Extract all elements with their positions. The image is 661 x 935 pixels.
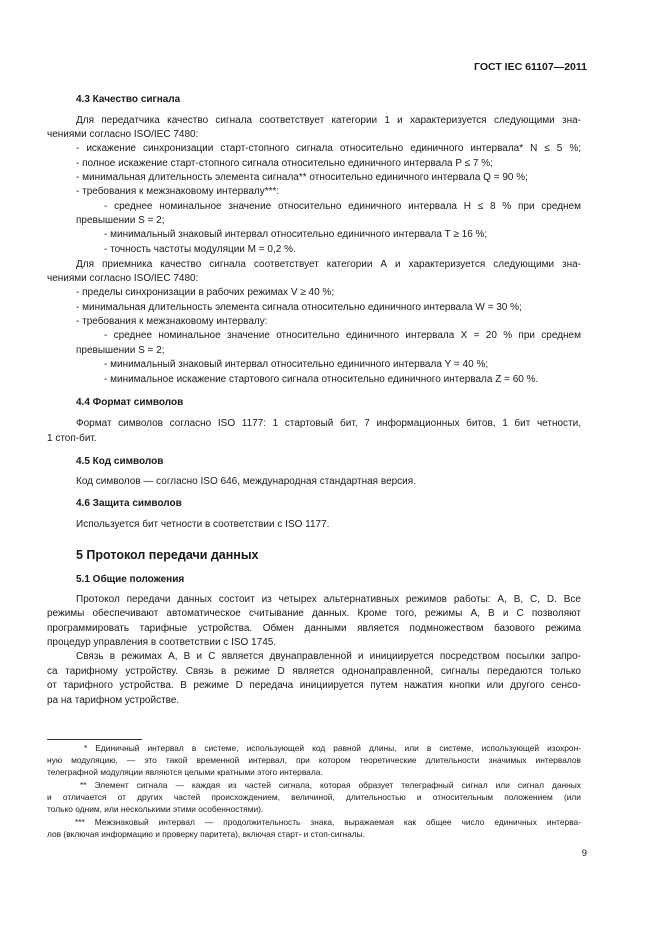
footnote-3-line1: *** Межзнаковый интервал — продолжительность знака, выражаемая как общее число единичных интерва- (75, 817, 581, 827)
section-4-5-title: 4.5 Код символов (76, 456, 164, 467)
s43-receiver-line2: чениями согласно ISO/IEC 7480: (47, 273, 199, 284)
s43-receiver-sub-1-line1: - среднее номинальное значение относительно единичного интервала X = 20 % при среднем (104, 330, 581, 341)
s43-intro-line1: Для передатчика качество сигнала соответствует категории 1 и характеризуется следующими зна- (76, 115, 581, 126)
s43-sub-bullet-2: - минимальный знаковый интервал относительно единичного интервала T ≥ 16 %; (104, 229, 488, 240)
s43-receiver-sub-2: - минимальный знаковый интервал относительно единичного интервала Y = 40 %; (104, 359, 489, 370)
footnote-separator (47, 739, 142, 740)
s43-receiver-line1: Для приемника качество сигнала соответствует категории А и характеризуется следующими зна- (76, 259, 581, 270)
s43-receiver-sub-1-line2: превышении S = 2; (76, 345, 165, 356)
s43-intro-line2: чениями согласно ISO/IEC 7480: (47, 129, 199, 140)
footnote-1-line3: телеграфной модуляции являются целыми кратными этого интервала. (47, 767, 323, 777)
s51-p2-line1: Связь в режимах А, В и С является двунаправленной и инициируется посредством посылки запро- (76, 651, 581, 662)
section-5-1-title: 5.1 Общие положения (76, 574, 185, 585)
footnote-2-line1: ** Элемент сигнала — каждая из частей сигнала, которая образует телеграфный сигнал или сигнал данных (80, 780, 581, 790)
s51-p2-line4: ра на тарифном устройстве. (47, 695, 180, 706)
s44-line2: 1 стоп-бит. (47, 433, 97, 444)
s43-sub-bullet-1-line2: превышении S = 2; (76, 215, 165, 226)
section-5-title: 5 Протокол передачи данных (76, 548, 259, 562)
s51-p2-line3: от тарифного устройства. В режиме D передача инициируется путем нажатия кнопки или другого сенсо- (47, 680, 581, 691)
s43-sub-bullet-3: - точность частоты модуляции M = 0,2 %. (104, 244, 296, 255)
s43-receiver-bullet-2: - минимальная длительность элемента сигнала относительно единичного интервала W = 30 %; (76, 302, 522, 313)
document-header: ГОСТ IEC 61107—2011 (474, 61, 587, 73)
section-4-4-title: 4.4 Формат символов (76, 397, 184, 408)
s43-bullet-3: - минимальная длительность элемента сигнала** относительно единичного интервала Q = 90 %; (76, 172, 528, 183)
s44-line1: Формат символов согласно ISO 1177: 1 стартовый бит, 7 информационных битов, 1 бит четности, (76, 418, 581, 429)
s51-p1-line2: режимы обеспечивают автоматическое считывание данных. Кроме того, режимы А, В и С позволяют (47, 608, 581, 619)
s43-receiver-bullet-1: - пределы синхронизации в рабочих режимах V ≥ 40 %; (76, 287, 335, 298)
footnote-2-line2: и отличается от других частей происхождением, величиной, длительностью и относительным положением (или (47, 792, 581, 802)
footnote-2-line3: только одним, или несколькими этими особенностями). (47, 804, 264, 814)
s51-p1-line4: процедур управления в соответствии с ISO 1745. (47, 637, 277, 648)
s43-bullet-2: - полное искажение старт-стопного сигнала относительно единичного интервала P ≤ 7 %; (76, 158, 493, 169)
section-4-6-title: 4.6 Защита символов (76, 498, 182, 509)
s43-bullet-1: - искажение синхронизации старт-стопного сигнала относительно единичного интервала* N ≤ 5 %; (76, 143, 581, 154)
s43-sub-bullet-1-line1: - среднее номинальное значение относительно единичного интервала H ≤ 8 % при среднем (104, 201, 581, 212)
s43-receiver-sub-3: - минимальное искажение стартового сигнала относительно единичного интервала Z = 60 %. (104, 374, 539, 385)
s51-p2-line2: са тарифному устройству. Связь в режиме D является однонаправленной, сигналы передаются только (47, 666, 581, 677)
s43-bullet-4: - требования к межзнаковому интервалу***: (76, 186, 280, 197)
page-number: 9 (581, 848, 587, 859)
s45-line1: Код символов — согласно ISO 646, международная стандартная версия. (76, 476, 416, 487)
section-4-3-title: 4.3 Качество сигнала (76, 94, 181, 105)
s51-p1-line3: программировать тарифные устройства. Обмен данными является подмножеством базового режима (47, 623, 581, 634)
footnote-1-line2: ную модуляцию, — это такой временной интервал, при котором теоретические длительности значимых интервалов (47, 755, 581, 765)
s43-receiver-bullet-3: - требования к межзнаковому интервалу: (76, 316, 268, 327)
footnote-3-line2: лов (включая информацию и проверку паритета), включая старт- и стоп-сигналы. (47, 829, 366, 839)
s51-p1-line1: Протокол передачи данных состоит из четырех альтернативных режимов работы: A, B, C, D. Все (76, 594, 581, 605)
s46-line1: Используется бит четности в соответствии с ISO 1177. (76, 519, 330, 530)
footnote-1-line1: * Единичный интервал в системе, использующей код равной длины, или в системе, использующей изохрон- (84, 743, 581, 753)
